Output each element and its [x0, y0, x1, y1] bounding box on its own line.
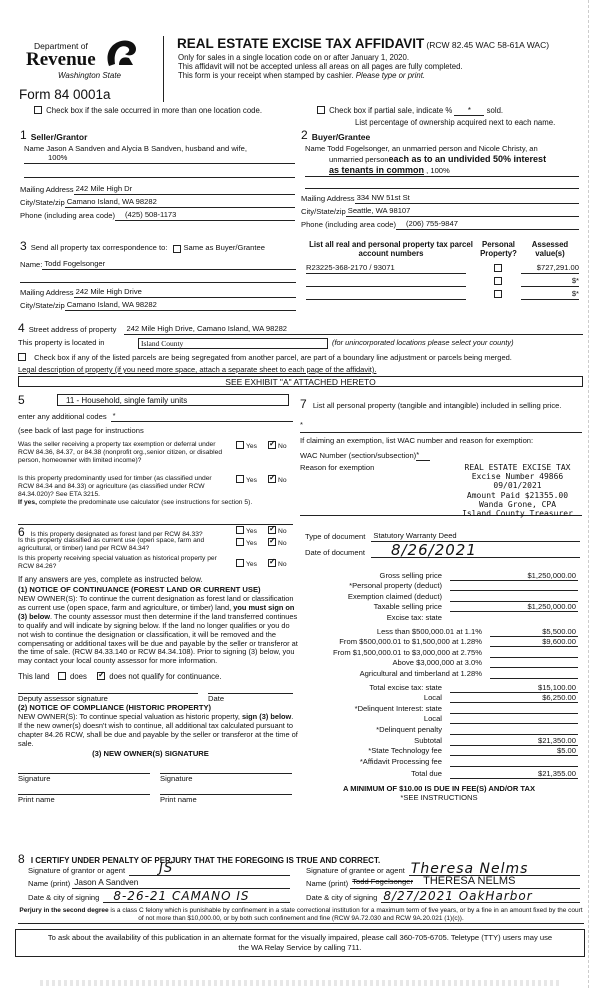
- notice2-text-b: . If the new owner(s) doesn't wish to continue, all additional tax calculated pursuant to chapter 84.26 RCW, shall be due and payable by the seller or transferor at the time of sale.: [18, 712, 298, 748]
- seller-name-line-2[interactable]: 100%: [48, 153, 68, 163]
- doc-type-label: Type of document: [305, 532, 366, 542]
- yes-label: Yes: [246, 443, 257, 451]
- property-section: [18, 321, 583, 387]
- additional-codes-label: enter any additional codes: [18, 412, 107, 422]
- no-label: No: [278, 528, 287, 535]
- deputy-sig-label: Deputy assessor signature: [18, 694, 108, 704]
- section-1-number: 1: [20, 128, 27, 142]
- correspondence-mailing-input[interactable]: 242 Mile High Drive: [74, 288, 296, 298]
- this-land-label: This land: [18, 672, 50, 682]
- tier4-label: Above $3,000,000 at 3.0%: [392, 658, 482, 668]
- header-line-2: This affidavit will not be accepted unless all areas on all pages are fully completed.: [178, 62, 463, 71]
- s5-q1-no-checkbox[interactable]: [268, 441, 276, 449]
- same-as-buyer-checkbox[interactable]: [173, 245, 181, 253]
- form-title-ref: (RCW 82.45 WAC 58-61A WAC): [426, 40, 550, 50]
- partial-sale-sold-label: sold.: [486, 106, 504, 115]
- grantee-name-label: Name (print): [306, 879, 349, 889]
- dept-of-text: Department of: [34, 41, 88, 51]
- buyer-phone-input[interactable]: (206) 755-9847: [396, 220, 579, 230]
- segregated-label: Check box if any of the listed parcels are being segregated from another parcel, are part of a boundary line adjustment or parcels being merged.: [34, 353, 512, 363]
- parcel-number-input[interactable]: [306, 290, 466, 300]
- doc-type-input[interactable]: Statutory Warranty Deed: [371, 532, 580, 542]
- segregated-checkbox[interactable]: [18, 353, 26, 361]
- agricultural-value[interactable]: [490, 669, 578, 679]
- tier4-value[interactable]: [490, 658, 578, 668]
- seller-heading: Seller/Grantor: [30, 132, 88, 143]
- if-yes-note: If any answers are yes, complete as instructed below.: [18, 575, 203, 584]
- buyer-name-line-3a[interactable]: as tenants in common: [329, 165, 425, 176]
- parcel-value-input[interactable]: $*: [521, 277, 579, 287]
- perjury-notice: [18, 907, 584, 924]
- s6-q1-no-checkbox[interactable]: [268, 526, 276, 534]
- legal-label: Legal description of property (if you need more space, attach a separate sheet to each page of the affidavit).: [18, 365, 377, 374]
- grantee-name-struck: Todd Fogelsonger: [352, 877, 413, 887]
- parcel-row: [306, 261, 582, 274]
- located-note: (for unincorporated locations please select your county): [332, 338, 514, 348]
- s5-q2-no-checkbox[interactable]: [268, 475, 276, 483]
- correspondence-mailing-label: Mailing Address: [20, 288, 74, 298]
- date-label: Date: [208, 694, 225, 704]
- notice1-title: (1) NOTICE OF CONTINUANCE (FOREST LAND OR CURRENT USE): [18, 585, 261, 595]
- section-5: [18, 393, 293, 525]
- dor-swirl-icon: [103, 38, 139, 68]
- s5-q2-bold: If yes,: [18, 498, 37, 506]
- s5-q1-text: Was the seller receiving a property tax exemption or deferral under RCW 84.36, 84.37, or 84.38 (nonprofit org.,senior citizen, or disabled person, homeowner with limited income)?: [18, 441, 223, 464]
- street-address-input[interactable]: 242 Mile High Drive, Camano Island, WA 98282: [124, 325, 583, 335]
- buyer-city-input[interactable]: Seattle, WA 98107: [346, 207, 579, 217]
- footer-text: To ask about the availability of this publication in an alternate format for the visually impaired, please call 360-705-6705. Teletype (TTY) users may use the WA Relay Service by calling 711.: [47, 933, 553, 952]
- yes-label: Yes: [246, 540, 257, 547]
- grantor-name-label: Name (print): [28, 879, 71, 889]
- processing-fee-value[interactable]: [450, 757, 578, 767]
- grantee-name-input[interactable]: [350, 875, 580, 889]
- new-owner-signature-1[interactable]: [18, 773, 150, 784]
- buyer-name-line-2b[interactable]: each as to an undivided 50% interest: [388, 154, 547, 165]
- buyer-name-line-2a[interactable]: unmarried person: [329, 155, 389, 165]
- multi-location-label: Check box if the sale occurred in more than one location code.: [46, 106, 263, 115]
- grantor-sig-label: Signature of grantor or agent: [28, 866, 126, 876]
- parcel-personal-checkbox[interactable]: [494, 290, 502, 298]
- tier2-label: From $500,000.01 to $1,500,000 at 1.28%: [339, 637, 482, 647]
- located-label: This property is located in: [18, 338, 105, 348]
- notice1-text-a: NEW OWNER(S): To continue the current designation as forest land or classification as current use (open space, farm and agriculture, or timber) land,: [18, 594, 294, 613]
- agricultural-label: Agricultural and timberland at 1.28%: [359, 668, 482, 678]
- buyer-name-line-1[interactable]: Todd Fogelsonger, an unmarried person and Nicole Christy, an: [327, 144, 538, 154]
- stamp-line-5: Wanda Grone, CPA: [478, 499, 557, 509]
- delinquent-penalty-label: *Delinquent penalty: [376, 724, 442, 734]
- seller-city-label: City/State/zip: [20, 198, 65, 208]
- minimum-note: A MINIMUM OF $10.00 IS DUE IN FEE(S) AND/OR TAX: [342, 784, 536, 794]
- seller-phone-label: Phone (including area code): [20, 211, 115, 221]
- wac-label: WAC Number (section/subsection): [300, 451, 417, 461]
- total-excise-local-value[interactable]: $6,250.00: [450, 693, 578, 703]
- treasurer-stamp: [450, 463, 585, 518]
- grantee-name-handwritten: THERESA NELMS: [423, 875, 516, 888]
- doc-date-label: Date of document: [305, 548, 365, 558]
- yes-label: Yes: [246, 561, 257, 568]
- signature-label: Signature: [160, 773, 193, 783]
- buyer-name-label: Name: [305, 144, 326, 154]
- buyer-mailing-label: Mailing Address: [301, 194, 355, 204]
- s5-q2-tail: complete the predominate use calculator (see instructions for section 5).: [38, 498, 253, 506]
- grantor-date-label: Date & city of signing: [28, 893, 100, 903]
- notice1-text-b: . The county assessor must then determine if the land transferred continues to qualify and will indicate by signing below. If the land no longer qualifies or you do not wish to continue the designation or classification, it will be removed and the compensating or additional taxes will be due and payable by the seller or transferor at the time of sale. (RCW 84.33.140 or RCW 84.34.108). Prior to signing (3) below, you may contact your local county assessor for more information.: [18, 611, 298, 666]
- notice2-bold: sign (3) below: [242, 712, 292, 722]
- no-label: No: [278, 443, 287, 451]
- processing-fee-label: *Affidavit Processing fee: [359, 756, 442, 766]
- revenue-text: Revenue: [26, 49, 96, 70]
- parcel-value-input[interactable]: $727,291.00: [521, 264, 579, 274]
- deputy-date-line[interactable]: [208, 693, 293, 704]
- multi-location-checkbox[interactable]: [34, 106, 42, 114]
- personal-property-deduct-label: *Personal property (deduct): [349, 581, 442, 591]
- perjury-bold: Perjury in the second degree: [19, 907, 109, 914]
- subtotal-value[interactable]: $21,350.00: [450, 736, 578, 746]
- total-due-value[interactable]: $21,355.00: [450, 769, 578, 779]
- gross-price-value[interactable]: $1,250,000.00: [450, 571, 578, 581]
- partial-sale-label: Check box if partial sale, indicate %: [329, 106, 453, 115]
- buyer-name-line-3b[interactable]: , 100%: [424, 166, 450, 176]
- exemption-deduct-value[interactable]: [450, 592, 578, 602]
- parcels-header-number: List all real and personal property tax parcel account numbers: [309, 240, 473, 259]
- total-excise-local-label: Local: [423, 693, 442, 703]
- delinquent-interest-state-value[interactable]: [450, 704, 578, 714]
- section-2-number: 2: [301, 128, 308, 142]
- s6-q2-no-checkbox[interactable]: [268, 538, 276, 546]
- section-6: [18, 525, 298, 805]
- notice2-title: (2) NOTICE OF COMPLIANCE (HISTORIC PROPERTY): [18, 703, 212, 713]
- s6-q3-no-checkbox[interactable]: [268, 559, 276, 567]
- tech-fee-value[interactable]: $5.00: [450, 746, 578, 756]
- personal-property-input[interactable]: *: [300, 421, 582, 433]
- washington-state-text: Washington State: [58, 71, 122, 80]
- parcel-row: [306, 287, 582, 300]
- grantee-date-input[interactable]: 8/27/2021 OakHarbor: [381, 890, 580, 903]
- tech-fee-label: *State Technology fee: [368, 746, 442, 756]
- no-label: No: [278, 561, 287, 568]
- document-info: [305, 532, 580, 558]
- grantor-signature[interactable]: JS: [129, 863, 290, 876]
- parcel-number-input[interactable]: R23225-368-2170 / 93071: [306, 264, 466, 274]
- s6-q1-yes-checkbox[interactable]: [236, 526, 244, 534]
- stamp-line-3: 09/01/2021: [493, 481, 542, 491]
- does-not-qualify-checkbox[interactable]: [97, 672, 105, 680]
- form-title: REAL ESTATE EXCISE TAX AFFIDAVIT: [177, 36, 425, 51]
- same-as-buyer-label: Same as Buyer/Grantee: [183, 243, 265, 253]
- tier1-value[interactable]: $5,500.00: [490, 627, 578, 637]
- stamp-line-6: Island County Treasurer: [462, 508, 573, 518]
- notice1-bold: you must sign on (3) below: [18, 603, 295, 621]
- seller-name-label: Name: [24, 144, 45, 154]
- header-line-3-italic: Please type or print.: [355, 71, 426, 80]
- delinquent-interest-local-value[interactable]: [450, 714, 578, 724]
- dor-logo: [28, 38, 158, 78]
- grantee-sig-label: Signature of grantee or agent: [306, 866, 405, 876]
- tier3-label: From $1,500,000.01 to $3,000,000 at 2.75%: [332, 647, 482, 657]
- does-qualify-checkbox[interactable]: [58, 672, 66, 680]
- scan-edge: [40, 980, 560, 986]
- seller-mailing-label: Mailing Address: [20, 185, 74, 195]
- s5-q2-yes-checkbox[interactable]: [236, 475, 244, 483]
- seller-mailing-input[interactable]: 242 Mile High Dr: [74, 185, 295, 195]
- new-owner-print-name-2[interactable]: [160, 794, 292, 805]
- yes-label: Yes: [246, 477, 257, 485]
- buyer-section: [301, 128, 579, 230]
- parcel-value-input[interactable]: $*: [521, 290, 579, 300]
- grantor-name-input[interactable]: Jason A Sandven: [72, 878, 290, 889]
- tax-calculation: [300, 570, 578, 803]
- new-owner-signature-2[interactable]: [160, 773, 292, 784]
- partial-sale-percent-input[interactable]: *: [454, 106, 484, 116]
- section-4-number: 4: [18, 321, 25, 335]
- parcels-header-value: Assessed value(s): [531, 240, 569, 259]
- total-due-label: Total due: [411, 769, 442, 779]
- buyer-phone-label: Phone (including area code): [301, 220, 396, 230]
- signature-label: Signature: [18, 773, 51, 783]
- wac-input[interactable]: *: [416, 451, 430, 461]
- correspondence-label: Send all property tax correspondence to:: [30, 243, 168, 253]
- grantor-signature-block: [28, 863, 290, 903]
- grantee-signature[interactable]: Theresa Nelms: [409, 863, 580, 876]
- seller-city-input[interactable]: Camano Island, WA 98282: [65, 198, 295, 208]
- gross-price-label: Gross selling price: [379, 570, 442, 580]
- parcels-table: [306, 240, 582, 300]
- section-5-number: 5: [18, 393, 25, 407]
- stamp-line-2: Excise Number 49866: [471, 472, 564, 482]
- section-6-number: 6: [18, 525, 25, 539]
- grantee-date-label: Date & city of signing: [306, 893, 378, 903]
- certify-statement: I CERTIFY UNDER PENALTY OF PERJURY THAT THE FOREGOING IS TRUE AND CORRECT.: [30, 856, 381, 865]
- does-not-label: does not qualify for continuance.: [109, 672, 222, 682]
- parcel-personal-checkbox[interactable]: [494, 277, 502, 285]
- s6-q2-yes-checkbox[interactable]: [236, 538, 244, 546]
- parcels-header-personal: Personal Property?: [480, 240, 517, 259]
- see-instructions-note: *SEE INSTRUCTIONS: [400, 793, 478, 803]
- section-7-label: List all personal property (tangible and intangible) included in selling price.: [312, 401, 562, 410]
- new-owner-print-name-1[interactable]: [18, 794, 150, 805]
- no-label: No: [278, 477, 287, 485]
- see-back-note: (see back of last page for instructions: [18, 426, 144, 436]
- excise-state-label: Excise tax: state: [386, 613, 442, 623]
- partial-sale-checkbox[interactable]: [317, 106, 325, 114]
- s5-q2-text: Is this property predominantly used for timber (as classified under RCW 84.34 and 84.33) or agriculture (as classified under RCW 84.34.020)? See ETA 3215.: [18, 475, 212, 498]
- stamp-line-4: Amount Paid $21355.00: [466, 490, 569, 500]
- total-excise-state-value[interactable]: $15,100.00: [450, 683, 578, 693]
- exemption-label: If claiming an exemption, list WAC number and reason for exemption:: [300, 436, 534, 446]
- does-label: does: [69, 672, 87, 682]
- print-name-label: Print name: [18, 794, 55, 804]
- grantee-signature-block: [306, 863, 580, 903]
- parcel-number-input[interactable]: [306, 277, 466, 287]
- delinquent-interest-local-label: Local: [423, 714, 442, 724]
- parcel-personal-checkbox[interactable]: [494, 264, 502, 272]
- s5-q1-yes-checkbox[interactable]: [236, 441, 244, 449]
- correspondence-city-input[interactable]: Camano Island, WA 98282: [65, 301, 296, 311]
- legal-description-input[interactable]: SEE EXHIBIT "A" ATTACHED HERETO: [18, 376, 583, 387]
- grantor-date-input[interactable]: 8-26-21 CAMANO IS: [103, 890, 290, 903]
- correspondence-name-label: Name:: [20, 260, 43, 270]
- delinquent-penalty-value[interactable]: [450, 725, 578, 735]
- section-8-number: 8: [18, 852, 25, 866]
- seller-name-line-1[interactable]: Jason A Sandven and Alycia B Sandven, husband and wife,: [46, 144, 247, 154]
- correspondence-name-input[interactable]: Todd Fogelsonger: [42, 260, 296, 270]
- reason-label: Reason for exemption: [300, 463, 375, 473]
- s6-q2-text: Is this property classified as current use (open space, farm and agricultural, or timber) land per RCW 84.34?: [18, 537, 205, 552]
- taxable-price-value[interactable]: $1,250,000.00: [450, 602, 578, 612]
- seller-name-line-3[interactable]: [24, 164, 295, 178]
- doc-date-input[interactable]: 8/26/2021: [371, 543, 580, 558]
- street-label: Street address of property: [28, 325, 117, 335]
- header-line-3: This form is your receipt when stamped by cashier.: [178, 71, 354, 80]
- s6-q3-yes-checkbox[interactable]: [236, 559, 244, 567]
- print-name-label: Print name: [160, 794, 197, 804]
- total-excise-state-label: Total excise tax: state: [369, 682, 442, 692]
- buyer-name-line-4[interactable]: [305, 177, 579, 189]
- personal-property-deduct-value[interactable]: [450, 581, 578, 591]
- taxable-price-label: Taxable selling price: [373, 602, 442, 612]
- no-label: No: [278, 540, 287, 547]
- tier1-label: Less than $500,000.01 at 1.1%: [376, 626, 482, 636]
- seller-section: [20, 128, 295, 221]
- seller-phone-input[interactable]: (425) 508-1173: [115, 211, 295, 221]
- use-code-select[interactable]: 11 - Household, single family units: [57, 394, 289, 406]
- stamp-line-1: REAL ESTATE EXCISE TAX: [464, 463, 571, 472]
- buyer-city-label: City/State/zip: [301, 207, 346, 217]
- subtotal-label: Subtotal: [414, 735, 442, 745]
- perjury-text: is a class C felony which is punishable by confinement in a state correctional institution for a maximum term of five years, or by a fine in an amount fixed by the court of not more than $10,000.00, or by both such confinement and fine (RCW 9A.72.030 and RCW 9A.20.021 (1)(c)).: [108, 907, 583, 923]
- delinquent-interest-state-label: *Delinquent Interest: state: [354, 703, 442, 713]
- scan-right-edge: [588, 0, 589, 988]
- s6-q1-text: Is this property designated as forest land per RCW 84.33?: [30, 531, 203, 538]
- buyer-mailing-input[interactable]: 334 NW 51st St: [355, 194, 579, 204]
- notice3-title: (3) NEW OWNER(S) SIGNATURE: [92, 748, 209, 758]
- yes-label: Yes: [246, 528, 257, 535]
- parcel-row: [306, 274, 582, 287]
- notice2-text-a: NEW OWNER(S): To continue special valuation as historic property,: [18, 712, 240, 722]
- correspondence-section: [20, 239, 296, 311]
- exemption-deduct-label: Exemption claimed (deduct): [347, 591, 442, 601]
- tier3-value[interactable]: [490, 648, 578, 658]
- ownership-note: List percentage of ownership acquired next to each name.: [355, 118, 556, 127]
- tier2-value[interactable]: $9,600.00: [490, 637, 578, 647]
- buyer-heading: Buyer/Grantee: [311, 132, 371, 143]
- form-number: Form 84 0001a: [19, 87, 111, 102]
- section-3-number: 3: [20, 239, 27, 253]
- county-select[interactable]: Island County: [138, 338, 328, 349]
- s6-q3-text: Is this property receiving special valuation as historical property per RCW 84.26?: [18, 555, 217, 570]
- correspondence-blank-line[interactable]: [20, 270, 296, 283]
- section-7-number: 7: [300, 397, 307, 411]
- correspondence-city-label: City/State/zip: [20, 301, 65, 311]
- accessibility-footer: [15, 929, 585, 957]
- header-line-1: Only for sales in a single location code on or after January 1, 2020.: [178, 53, 410, 62]
- header-divider: [163, 36, 164, 102]
- additional-codes-input[interactable]: *: [111, 412, 293, 422]
